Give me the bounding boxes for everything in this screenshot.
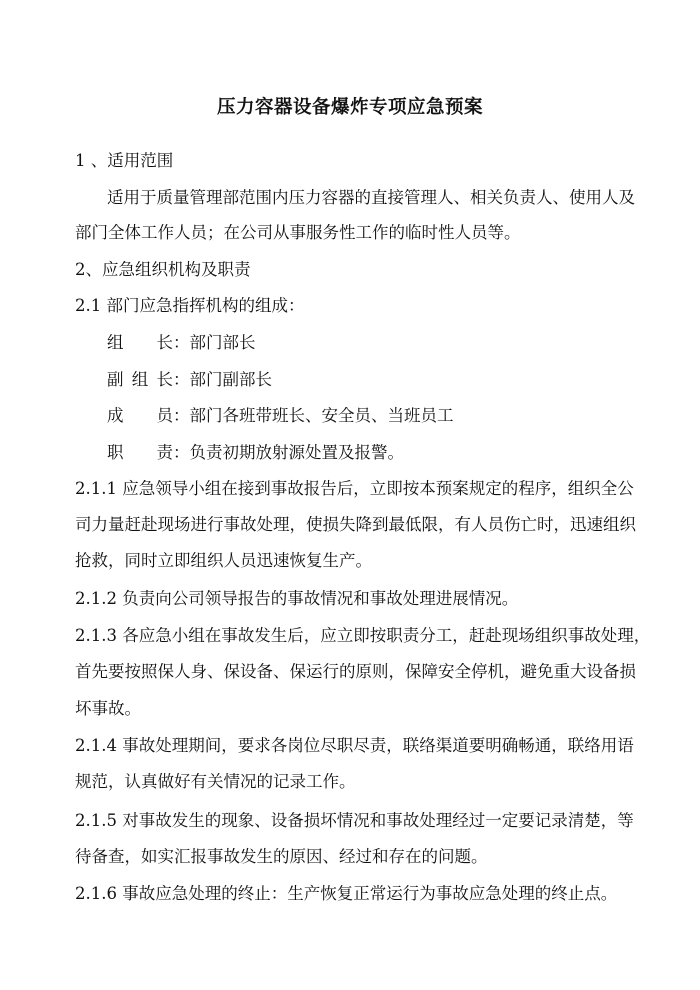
- role-value: 部门各班带班长、安全员、当班员工: [189, 406, 454, 425]
- paragraph-2-1-1-line: 抢救，同时立即组织人员迅速恢复生产。: [75, 551, 372, 570]
- paragraph-2-1-5-line: 2.1.5 对事故发生的现象、设备损坏情况和事故处理经过一定要记录清楚，等: [75, 811, 634, 830]
- page-title: 压力容器设备爆炸专项应急预案: [216, 97, 483, 118]
- role-label: 职责: [107, 443, 173, 462]
- role-leader: [107, 333, 256, 353]
- paragraph-2-1-1-line: 2.1.1 应急领导小组在接到事故报告后，立即按本预案规定的程序，组织全公: [75, 479, 634, 498]
- role-value: 部门副部长: [189, 370, 272, 389]
- paragraph-2-1-3-line: 坏事故。: [75, 699, 141, 718]
- paragraph-2-1-4-line: 规范，认真做好有关情况的记录工作。: [75, 772, 356, 791]
- role-colon: ：: [173, 333, 190, 352]
- role-value: 负责初期放射源处置及报警。: [189, 443, 404, 462]
- paragraph-2-1-5-line: 待备查，如实汇报事故发生的原因、经过和存在的问题。: [75, 847, 488, 866]
- section-2-heading: 2、应急组织机构及职责: [75, 260, 251, 279]
- role-duties: [107, 443, 404, 463]
- role-label: 副组长: [107, 370, 173, 389]
- paragraph-2-1-6-line: 2.1.6 事故应急处理的终止：生产恢复正常运行为事故应急处理的终止点。: [75, 884, 618, 903]
- role-value: 部门部长: [189, 333, 256, 352]
- role-colon: ：: [173, 443, 190, 462]
- role-deputy-leader: [107, 370, 272, 390]
- paragraph-2-1-2-line: 2.1.2 负责向公司领导报告的事故情况和事故处理进展情况。: [75, 589, 519, 608]
- paragraph-2-1-3-line: 首先要按照保人身、保设备、保运行的原则，保障安全停机，避免重大设备损: [75, 662, 636, 681]
- paragraph-2-1-4-line: 2.1.4 事故处理期间，要求各岗位尽职尽责，联络渠道要明确畅通，联络用语: [75, 736, 634, 755]
- role-colon: ：: [173, 370, 190, 389]
- paragraph-2-1-3-line: 2.1.3 各应急小组在事故发生后，应立即按职责分工，赶赴现场组织事故处理，: [75, 626, 651, 645]
- role-label: 成员: [107, 406, 173, 425]
- paragraph-2-1-1-line: 司力量赶赴现场进行事故处理，使损失降到最低限，有人员伤亡时，迅速组织: [75, 515, 636, 534]
- section-2-1-heading: 2.1 部门应急指挥机构的组成：: [75, 296, 305, 315]
- role-members: [107, 406, 454, 426]
- section-1-paragraph-line: 适用于质量管理部范围内压力容器的直接管理人、相关负责人、使用人及: [107, 188, 635, 207]
- section-1-heading: 1 、适用范围: [75, 151, 174, 170]
- role-colon: ：: [173, 406, 190, 425]
- role-label: 组长: [107, 333, 173, 352]
- section-1-paragraph-line: 部门全体工作人员；在公司从事服务性工作的临时性人员等。: [75, 223, 521, 242]
